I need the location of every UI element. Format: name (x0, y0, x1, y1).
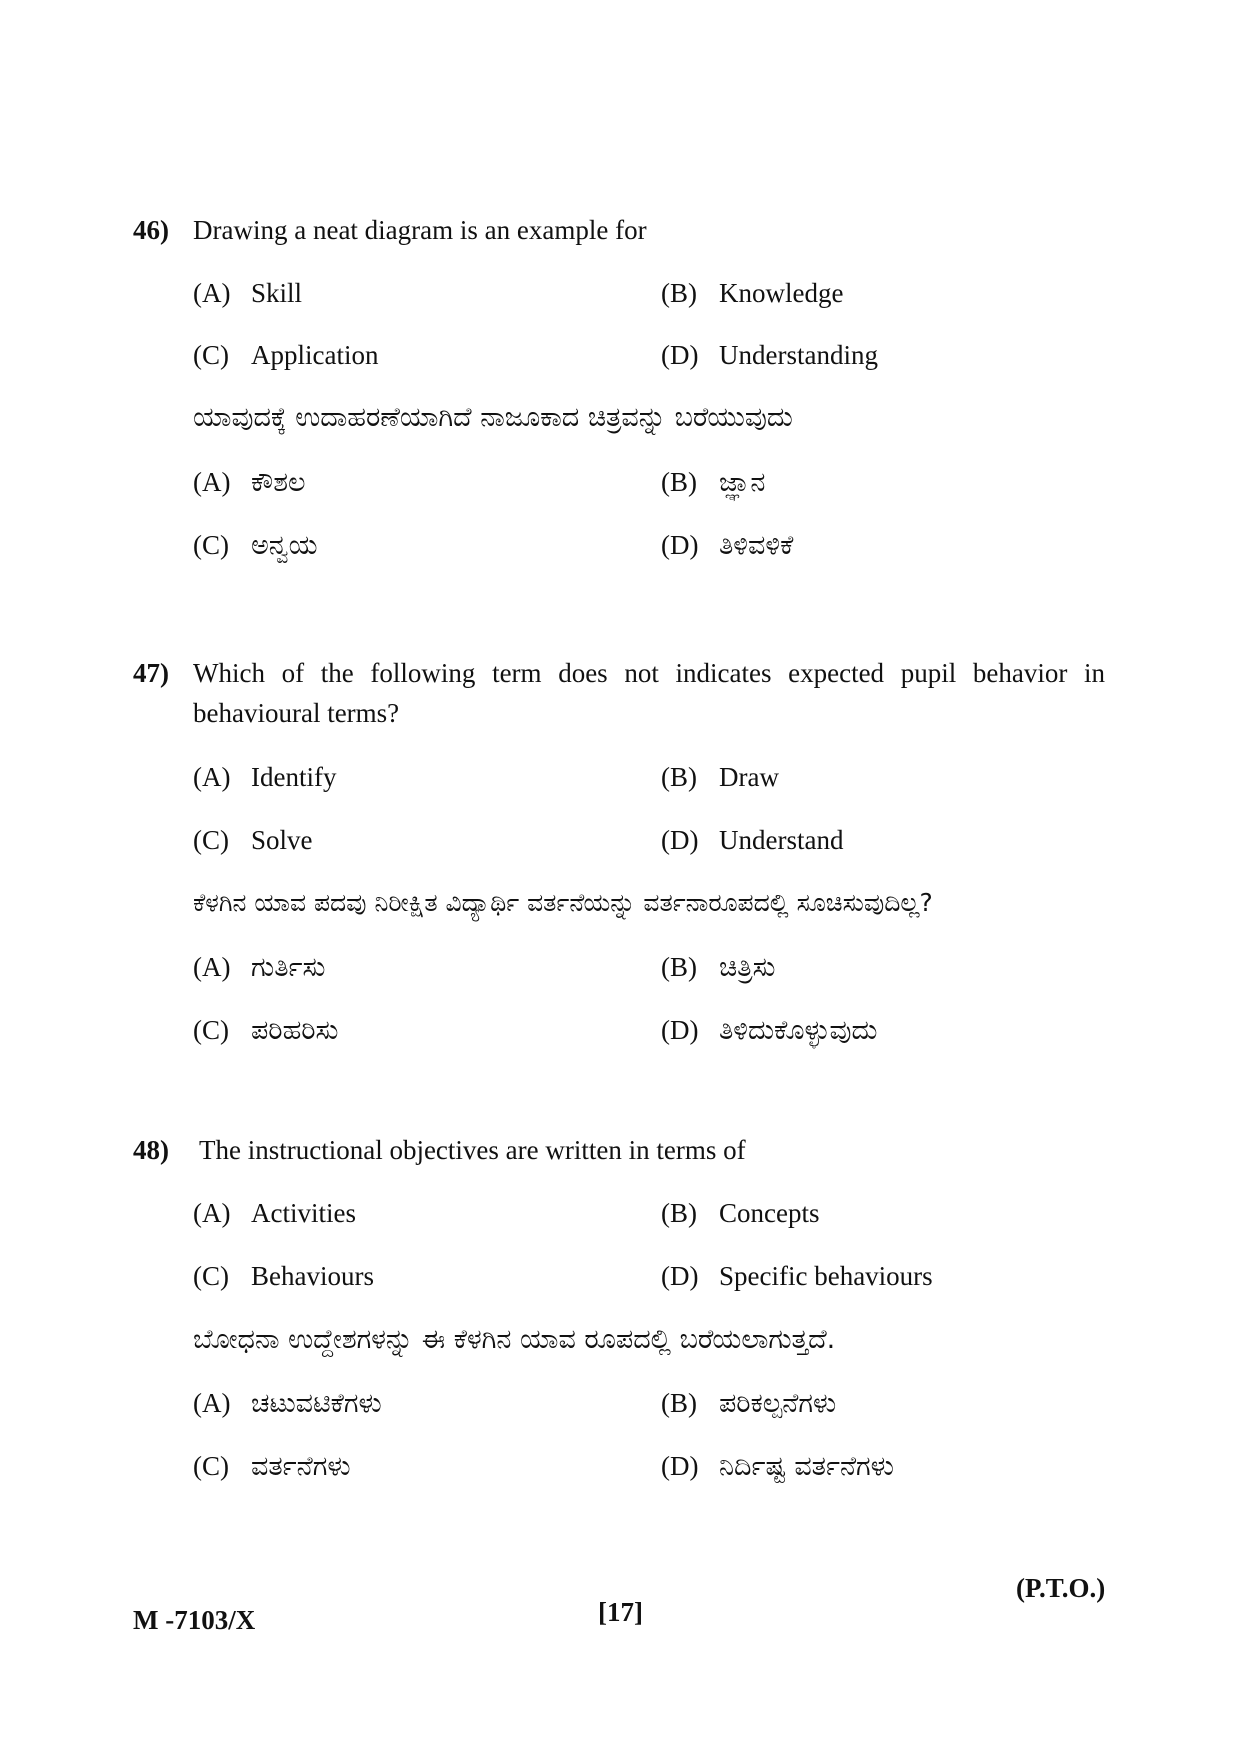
question-number: 47) (133, 658, 169, 688)
option-text: Understanding (719, 340, 878, 370)
option-label: (D) (661, 1015, 699, 1045)
option-text: ತಿಳಿದುಕೊಳ್ಳುವುದು (719, 1015, 878, 1046)
option-kn-b (661, 947, 776, 988)
option-label: (C) (193, 1015, 229, 1045)
option-text: Solve (251, 825, 313, 855)
question-text: Drawing a neat diagram is an example for (193, 215, 647, 245)
option-label: (A) (193, 1198, 231, 1228)
option-text: Skill (251, 278, 303, 308)
option-kn-d (661, 1446, 894, 1487)
option-label: (C) (193, 340, 229, 370)
option-text: ಕೌಶಲ (251, 467, 306, 498)
option-text: Application (251, 340, 379, 370)
paper-code: M -7103/X (133, 1605, 256, 1635)
option-label: (D) (661, 530, 699, 560)
option-text: Identify (251, 762, 337, 792)
option-label: (B) (661, 1198, 697, 1228)
option-text: Concepts (719, 1198, 820, 1228)
option-kn-c (193, 1446, 351, 1487)
option-text: ಪರಿಹರಿಸು (251, 1015, 339, 1046)
option-text: ನಿರ್ದಿಷ್ಟ ವರ್ತನೆಗಳು (719, 1451, 894, 1482)
option-kn-d (661, 1010, 878, 1051)
option-kn-b (661, 1383, 836, 1424)
page-number: [17] (598, 1597, 643, 1627)
option-en-a (193, 757, 336, 797)
option-kn-a (193, 947, 325, 988)
option-text: ವರ್ತನೆಗಳು (251, 1451, 351, 1482)
option-label: (C) (193, 1451, 229, 1481)
option-label: (A) (193, 952, 231, 982)
option-text: ಚಿತ್ರಿಸು (719, 952, 776, 983)
option-label: (B) (661, 467, 697, 497)
option-label: (D) (661, 340, 699, 370)
option-label: (A) (193, 467, 231, 497)
option-en-b (661, 273, 843, 313)
option-label: (C) (193, 1261, 229, 1291)
option-text: ಪರಿಕಲ್ಪನೆಗಳು (719, 1388, 837, 1419)
question-text: Which of the following term does not indicates expected pupil behavior in behavioural terms? (193, 658, 1105, 728)
option-en-a (193, 1193, 356, 1233)
option-label: (B) (661, 278, 697, 308)
option-kn-b (661, 462, 765, 503)
option-label: (A) (193, 1388, 231, 1418)
option-en-d (661, 820, 843, 860)
question-number: 48) (133, 1135, 169, 1165)
option-label: (B) (661, 762, 697, 792)
option-en-c (193, 1256, 374, 1296)
option-en-c (193, 335, 378, 375)
option-text: Behaviours (251, 1261, 374, 1291)
option-text: ಗುರ್ತಿಸು (251, 952, 326, 983)
option-en-a (193, 273, 302, 313)
option-kn-a (193, 1383, 382, 1424)
option-text: ತಿಳಿವಳಿಕೆ (719, 530, 794, 561)
question-text-kannada: ಬೋಧನಾ ಉದ್ದೇಶಗಳನ್ನು ಈ ಕೆಳಗಿನ ಯಾವ ರೂಪದಲ್ಲಿ ಬರೆಯಲಾಗುತ್ತದೆ. (193, 1324, 836, 1355)
option-en-b (661, 1193, 820, 1233)
option-text: Specific behaviours (719, 1261, 933, 1291)
question-text-kannada: ಕೆಳಗಿನ ಯಾವ ಪದವು ನಿರೀಕ್ಷಿತ ವಿದ್ಯಾರ್ಥಿ ವರ್ತನೆಯನ್ನು ವರ್ತನಾರೂಪದಲ್ಲಿ ಸೂಚಿಸುವುದಿಲ್ಲ? (193, 888, 933, 917)
option-en-b (661, 757, 779, 797)
option-en-d (661, 1256, 933, 1296)
option-label: (D) (661, 1451, 699, 1481)
option-label: (C) (193, 530, 229, 560)
option-label: (D) (661, 1261, 699, 1291)
option-label: (D) (661, 825, 699, 855)
option-text: Understand (719, 825, 844, 855)
option-text: ಜ್ಞಾನ (719, 467, 766, 498)
option-kn-d (661, 525, 793, 566)
option-text: Activities (251, 1198, 356, 1228)
option-text: Knowledge (719, 278, 844, 308)
option-label: (B) (661, 952, 697, 982)
option-en-d (661, 335, 878, 375)
option-label: (C) (193, 825, 229, 855)
question-text-kannada: ಯಾವುದಕ್ಕೆ ಉದಾಹರಣೆಯಾಗಿದೆ ನಾಜೂಕಾದ ಚಿತ್ರವನ್ನು ಬರೆಯುವುದು (193, 402, 793, 433)
option-kn-a (193, 462, 306, 503)
option-kn-c (193, 1010, 338, 1051)
question-number: 46) (133, 215, 169, 245)
option-label: (A) (193, 762, 231, 792)
option-text: ಅನ್ವಯ (251, 530, 318, 561)
option-label: (A) (193, 278, 231, 308)
option-text: Draw (719, 762, 779, 792)
option-kn-c (193, 525, 318, 566)
option-label: (B) (661, 1388, 697, 1418)
pto-label: (P.T.O.) (1016, 1573, 1106, 1603)
question-text: The instructional objectives are written in terms of (199, 1135, 746, 1165)
option-text: ಚಟುವಟಿಕೆಗಳು (251, 1388, 382, 1419)
option-en-c (193, 820, 313, 860)
